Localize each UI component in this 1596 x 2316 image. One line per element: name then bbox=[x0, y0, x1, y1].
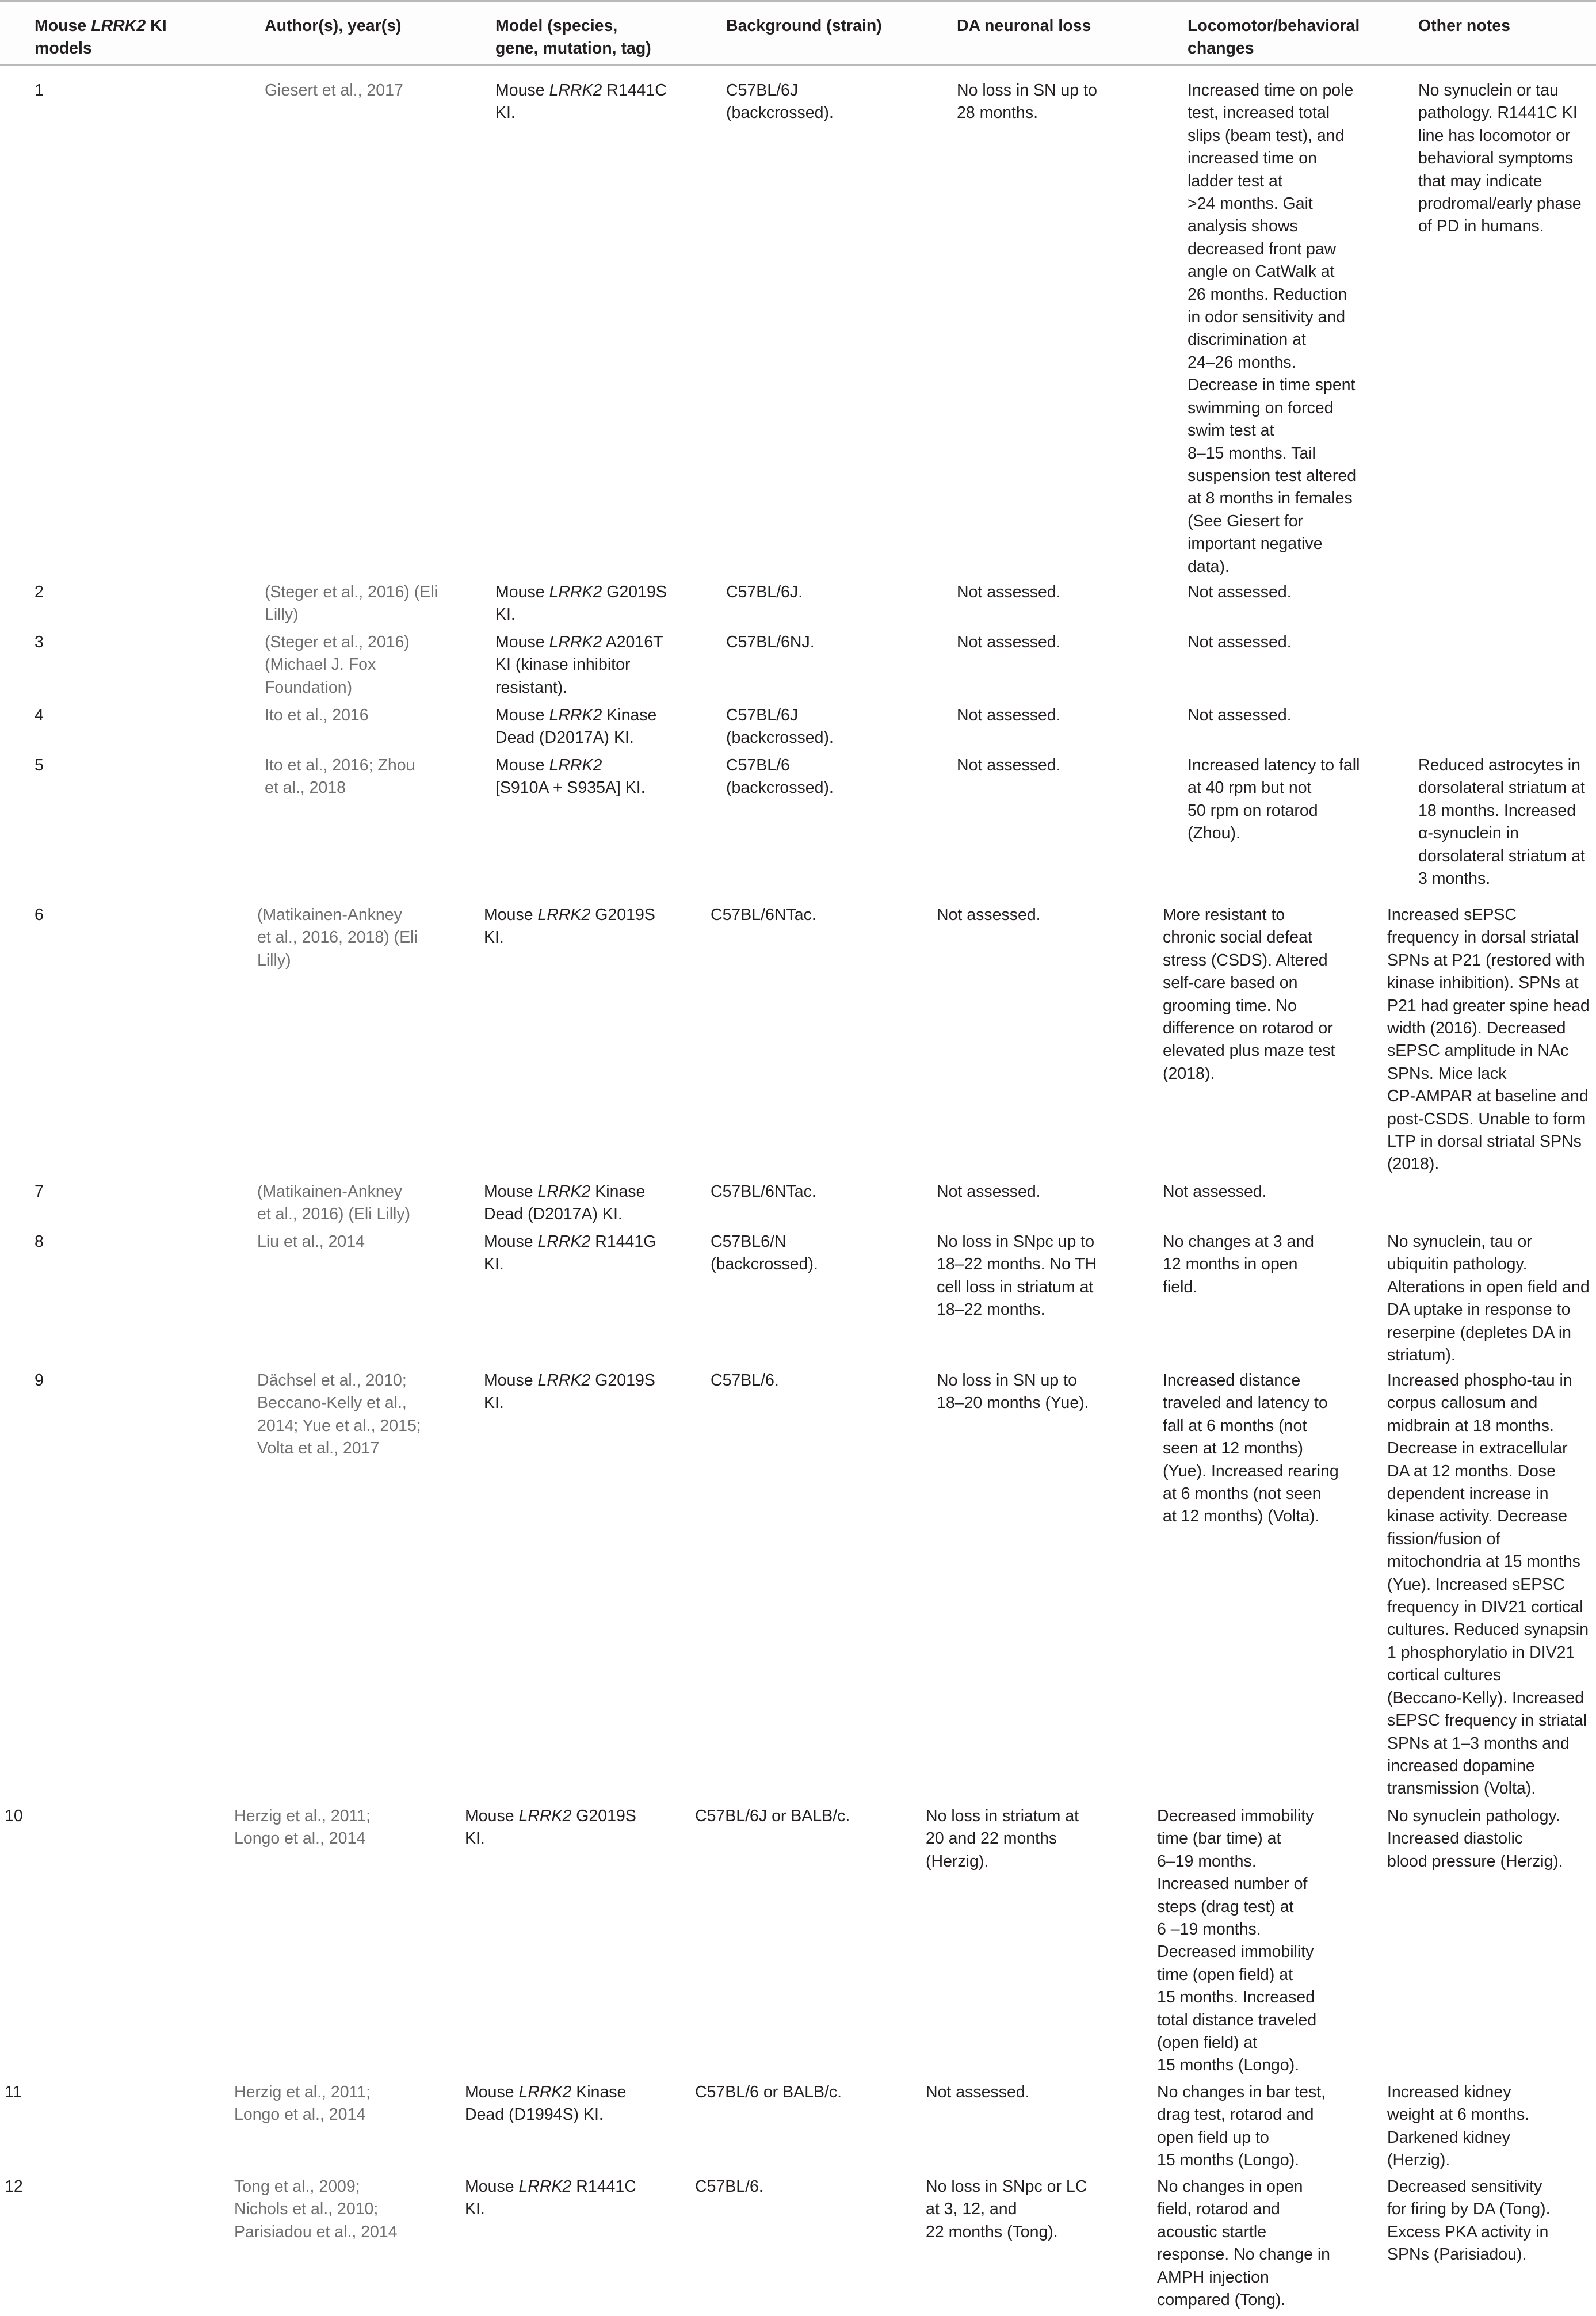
row-authors: (Steger et al., 2016) (Michael J. Fox Foundation) bbox=[265, 633, 410, 697]
row-authors: (Matikainen-Ankney et al., 2016, 2018) (Eli Lilly) bbox=[257, 906, 418, 970]
row-da-loss: Not assessed. bbox=[937, 906, 1041, 924]
row-authors: (Matikainen-Ankney et al., 2016) (Eli Lilly) bbox=[257, 1182, 411, 1224]
row-authors: Herzig et al., 2011; Longo et al., 2014 bbox=[234, 2083, 371, 2124]
row-locomotor: Not assessed. bbox=[1188, 706, 1292, 724]
row-notes: No synuclein, tau or ubiquitin pathology. Alterations in open field and DA uptake in response to reserpine (depletes DA in striatum). bbox=[1387, 1233, 1590, 1365]
row-da-loss: No loss in striatum at 20 and 22 months (Herzig). bbox=[926, 1807, 1079, 1871]
row-number: 4 bbox=[35, 706, 44, 724]
row-authors: Liu et al., 2014 bbox=[257, 1233, 365, 1251]
row-background: C57BL/6 (backcrossed). bbox=[726, 756, 834, 798]
row-da-loss: Not assessed. bbox=[957, 756, 1061, 774]
row-authors: (Steger et al., 2016) (Eli Lilly) bbox=[265, 583, 438, 624]
row-background: C57BL/6J. bbox=[726, 583, 803, 601]
row-notes: No synuclein or tau pathology. R1441C KI line has locomotor or behavioral symptoms that may indicate prodromal/early phase of PD in humans. bbox=[1418, 81, 1582, 236]
row-locomotor: No changes in bar test, drag test, rotarod and open field up to 15 months (Longo). bbox=[1157, 2083, 1326, 2170]
row-number: 1 bbox=[35, 81, 44, 100]
row-background: C57BL/6 or BALB/c. bbox=[695, 2083, 842, 2101]
row-locomotor: Increased distance traveled and latency to fall at 6 months (not seen at 12 months) (Yue). Increased rearing at 6 months (not seen at 12 months) (Volta). bbox=[1163, 1371, 1339, 1526]
row-background: C57BL/6NTac. bbox=[711, 1182, 816, 1201]
row-model: Mouse LRRK2 R1441C KI. bbox=[495, 81, 667, 123]
row-da-loss: No loss in SN up to 18–20 months (Yue). bbox=[937, 1371, 1089, 1413]
row-number: 7 bbox=[35, 1182, 44, 1201]
row-locomotor: Not assessed. bbox=[1163, 1182, 1267, 1201]
row-authors: Dächsel et al., 2010; Beccano-Kelly et al., 2014; Yue et al., 2015; Volta et al., 2017 bbox=[257, 1371, 421, 1458]
row-notes: Decreased sensitivity for firing by DA (Tong). Excess PKA activity in SPNs (Parisiadou). bbox=[1387, 2177, 1551, 2264]
row-model: Mouse LRRK2 G2019S KI. bbox=[484, 906, 655, 947]
row-number: 10 bbox=[5, 1807, 23, 1825]
row-model: Mouse LRRK2 Kinase Dead (D2017A) KI. bbox=[484, 1182, 646, 1224]
row-model: Mouse LRRK2 G2019S KI. bbox=[465, 1807, 636, 1848]
row-notes: Reduced astrocytes in dorsolateral striatum at 18 months. Increased α-synuclein in dorsolateral striatum at 3 months. bbox=[1418, 756, 1585, 888]
row-background: C57BL/6J (backcrossed). bbox=[726, 81, 834, 123]
row-number: 11 bbox=[5, 2083, 22, 2101]
row-model: Mouse LRRK2 A2016T KI (kinase inhibitor resistant). bbox=[495, 633, 663, 697]
header-models bbox=[35, 15, 167, 60]
row-model: Mouse LRRK2 R1441C KI. bbox=[465, 2177, 636, 2219]
row-authors: Ito et al., 2016 bbox=[265, 706, 369, 724]
row-number: 8 bbox=[35, 1233, 44, 1251]
row-model: Mouse LRRK2 G2019S KI. bbox=[495, 583, 667, 624]
row-model: Mouse LRRK2 G2019S KI. bbox=[484, 1371, 655, 1413]
row-background: C57BL/6NTac. bbox=[711, 906, 816, 924]
header-bottom-rule bbox=[0, 64, 1596, 66]
row-background: C57BL/6NJ. bbox=[726, 633, 815, 651]
row-da-loss: Not assessed. bbox=[926, 2083, 1030, 2101]
row-da-loss: Not assessed. bbox=[957, 583, 1061, 601]
header-model: Model (species, gene, mutation, tag) bbox=[495, 17, 651, 58]
row-authors: Ito et al., 2016; Zhou et al., 2018 bbox=[265, 756, 415, 798]
row-number: 6 bbox=[35, 906, 44, 924]
row-background: C57BL6/N (backcrossed). bbox=[711, 1233, 818, 1274]
row-background: C57BL/6. bbox=[695, 2177, 763, 2196]
row-number: 12 bbox=[5, 2177, 23, 2196]
table-top-rule bbox=[0, 0, 1596, 2]
row-da-loss: Not assessed. bbox=[957, 706, 1061, 724]
header-models-prefix: Mouse bbox=[35, 17, 91, 35]
row-number: 3 bbox=[35, 633, 44, 651]
row-background: C57BL/6J (backcrossed). bbox=[726, 706, 834, 747]
row-authors: Tong et al., 2009; Nichols et al., 2010; Parisiadou et al., 2014 bbox=[234, 2177, 398, 2241]
row-locomotor: Decreased immobility time (bar time) at 6–19 months. Increased number of steps (drag test) at 6 –19 months. Decreased immobility time (open field) at 15 months. Increased total distance traveled (open field) at 15 months (Longo). bbox=[1157, 1807, 1317, 2075]
row-authors: Herzig et al., 2011; Longo et al., 2014 bbox=[234, 1807, 371, 1848]
row-locomotor: More resistant to chronic social defeat stress (CSDS). Altered self-care based on grooming time. No difference on rotarod or elevated plus maze test (2018). bbox=[1163, 906, 1335, 1083]
row-da-loss: No loss in SNpc or LC at 3, 12, and 22 months (Tong). bbox=[926, 2177, 1087, 2241]
row-locomotor: Not assessed. bbox=[1188, 633, 1292, 651]
row-model: Mouse LRRK2 Kinase Dead (D2017A) KI. bbox=[495, 706, 657, 747]
row-background: C57BL/6J or BALB/c. bbox=[695, 1807, 850, 1825]
row-number: 9 bbox=[35, 1371, 44, 1390]
row-notes: Increased sEPSC frequency in dorsal striatal SPNs at P21 (restored with kinase inhibition). SPNs at P21 had greater spine head width (2016). Decreased sEPSC amplitude in NAc SPNs. Mice lack CP-AMPAR at baseline and post-CSDS. Unable to form LTP in dorsal striatal SPNs (2018). bbox=[1387, 906, 1590, 1174]
row-number: 2 bbox=[35, 583, 44, 601]
row-model: Mouse LRRK2 [S910A + S935A] KI. bbox=[495, 756, 646, 798]
header-authors: Author(s), year(s) bbox=[265, 17, 402, 35]
header-models-suffix: KI models bbox=[35, 17, 167, 58]
row-notes: No synuclein pathology. Increased diastolic blood pressure (Herzig). bbox=[1387, 1807, 1563, 1871]
row-da-loss: No loss in SN up to 28 months. bbox=[957, 81, 1097, 123]
row-locomotor: Increased latency to fall at 40 rpm but not 50 rpm on rotarod (Zhou). bbox=[1188, 756, 1360, 843]
row-number: 5 bbox=[35, 756, 44, 774]
header-da-loss: DA neuronal loss bbox=[957, 17, 1091, 35]
row-da-loss: Not assessed. bbox=[957, 633, 1061, 651]
row-da-loss: No loss in SNpc up to 18–22 months. No TH cell loss in striatum at 18–22 months. bbox=[937, 1233, 1097, 1319]
header-models-gene: LRRK2 bbox=[91, 17, 146, 35]
row-locomotor: Not assessed. bbox=[1188, 583, 1292, 601]
row-notes: Increased phospho-tau in corpus callosum and midbrain at 18 months. Decrease in extracellular DA at 12 months. Dose dependent increase in kinase activity. Decrease fission/fusion of mitochondria at 15 months (Yue). Increased sEPSC frequency in DIV21 cortical cultures. Reduced synapsin 1 phosphorylatio in DIV21 cortical cultures (Beccano-Kelly). Increased sEPSC frequency in striatal SPNs at 1–3 months and increased dopamine transmission (Volta). bbox=[1387, 1371, 1589, 1798]
row-background: C57BL/6. bbox=[711, 1371, 779, 1390]
row-locomotor: No changes at 3 and 12 months in open field. bbox=[1163, 1233, 1315, 1296]
row-locomotor: No changes in open field, rotarod and acoustic startle response. No change in AMPH injection compared (Tong). bbox=[1157, 2177, 1331, 2310]
header-locomotor: Locomotor/behavioral changes bbox=[1188, 17, 1360, 58]
row-notes: Increased kidney weight at 6 months. Darkened kidney (Herzig). bbox=[1387, 2083, 1530, 2170]
row-model: Mouse LRRK2 R1441G KI. bbox=[484, 1233, 656, 1274]
row-da-loss: Not assessed. bbox=[937, 1182, 1041, 1201]
row-locomotor: Increased time on pole test, increased total slips (beam test), and increased time on ladder test at >24 months. Gait analysis shows decreased front paw angle on CatWalk at 26 months. Reduction in odor sensitivity and discrimination at 24–26 months. Decrease in time spent swimming on forced swim test at 8–15 months. Tail suspension test altered at 8 months in females (See Giesert for important negative data). bbox=[1188, 81, 1357, 576]
row-authors: Giesert et al., 2017 bbox=[265, 81, 403, 100]
row-model: Mouse LRRK2 Kinase Dead (D1994S) KI. bbox=[465, 2083, 627, 2124]
header-notes: Other notes bbox=[1418, 17, 1510, 35]
header-background: Background (strain) bbox=[726, 17, 882, 35]
